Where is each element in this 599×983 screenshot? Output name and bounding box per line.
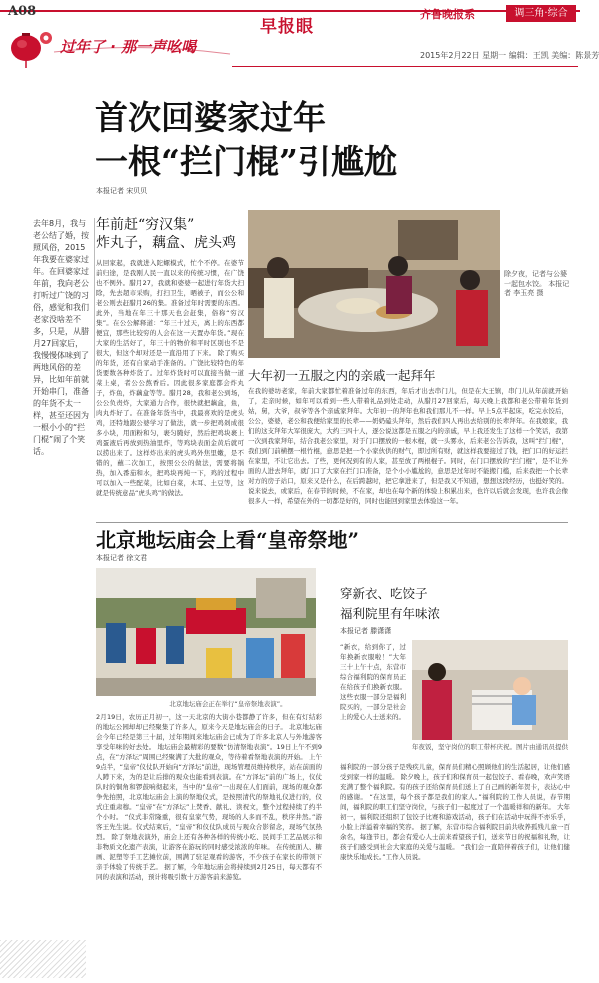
story1-photo — [248, 210, 500, 358]
dateline: 2015年2月22日 星期一 编辑：王凯 美编：陈景芳 — [420, 51, 599, 60]
dateline-rule — [232, 66, 578, 67]
story3-body-lead: “新衣，给到你了，过年换新衣服啦！”大年三十上午十点，东营市综合福利院的保育员正在给孩子们换新衣服。这些衣服一部分是福利院买的，一部分是社会上的爱心人士送来的。 — [340, 643, 406, 721]
story3-kicker-line2: 福利院里有年味浓 — [340, 606, 441, 621]
story1-photo-caption: 除夕夜，记者与公婆一起包水饺。 本报记者 李玉亮 摄 — [504, 270, 570, 297]
decorative-hatch — [0, 940, 86, 978]
story1-body-text: 从回家起，我就进入陀螺模式，忙个不停。在婆节前归途，是我刚人民一直以来的传统习惯，在广饶也不例外。腊月27，我就和婆婆一起进行年货大扫除，先去超市采购，打扫卫生，晒被子，而公公和老公则去赶腊月26的集。准备过年时需要的东西。此外，当地在年三十那天也会赶集，俗称“穷汉集”。在公公解释道：“年三十过天，离上的东西都便宜，那些比较穷的人会在这一天置办年货。”现在大家的生活好了，年三十的物价和平时区别也不是很大，但这个却对还是一直沿用了下来。 除了购买的年货，还有自家动手准备的。广饶比较特色的年货要数各种炸货了。过年炸货时可以直接当做一道菜上桌，者公公熬香后。因此很多家庭都会炸丸子，炸鱼，炸藕盒等等。腊月28，我和老公到场，公公负责炸，大家通力合作，很快就把藕盒，鱼，肉丸炸好了。在准备年货当中，我最喜欢的是虎头鸡，还特地跟公婆学习了做法，就一步把鸡剁成很多小块，用面粉和匀，裹匀腌好，然后把鸡块裹上鸡蛋液后再放到热油里炸，等鸡块表面金黄后就可以捞出来了。这样炸出来的虎头鸡外焦里嫩，是不错的，蘸二次加工，按照公公的做法，需要将锅热，加入番茄和水，把鸡块再炖一下，鸡的过程中可以加入一些配菜，比如白菜，木耳、土豆等，这就是传统意品“虎头鸡”的做法。 — [96, 259, 244, 497]
story2-photo — [96, 568, 316, 696]
brand-name: 齐鲁晚报 — [420, 8, 464, 21]
page-folio: A08 — [8, 4, 37, 19]
story1-side-column: 去年8月，我与老公结了婚，按照风俗，2015年我要在婆家过年。在回婆家过年前，我向老公打听过广饶的习俗，感觉和我们老家没啥差不多，只是，从腊月27回家后，我慢慢体味到了两地风俗的差异，比如年前就开始串门，准备的年货不太一样，甚至还因为一根小小的“拦门棍”闹了个笑话。 — [33, 219, 89, 456]
story2-byline: 本报记者 徐文君 — [96, 554, 148, 562]
flower-icon — [40, 32, 52, 44]
newspaper-brand — [420, 6, 475, 22]
story1-kicker2: 大年初一五服之内的亲戚一起拜年 — [248, 368, 436, 383]
festival-banner: 过年了 · 那一声吆喝 — [60, 38, 197, 56]
story2-body-text: 2月19日，农历正月初一，这一天北京的大街小巷都静了许多，但在有灯结彩的地坛公园却却已经聚集了许多人，原来今天是地坛庙会的日子。 北京地坛庙会今年已经是第三十届，过年期间来地坛庙会已成为了许多北京人与外地游客享受年味的好去处。 地坛庙会最精彩的要数“仿清祭地表演”。19日上午不到9点，在“方泽坛”周围已经聚满了大批的观众，等待着看祭地表演的开始。 上午9点半，“皇帝”仪仗队开始向“方泽坛”前进，现场管理员维持秩序，站在前面的人蹲下来，为的是让后排的观众也能看到表演。在“方泽坛”前的广场上，仪仗队时的铜角和锣鼓响彻起来，当中的“皇帝”一出现在人们面前，现场的观众都争先拍照，北京地坛庙会上演的祭地仪式，是按照清代的祭地礼仪进行的，仪式庄重肃穆。“皇帝”在“方泽坛”上焚香、献礼、读祝文，整个过程持续了约半个小时。 “仪式非常隆重，很有皇家气势，现场的人多而不乱，秩序井然。”游客王先生说。仪式结束后，“皇帝”和仪仗队成员与观众合影留念，现场气氛热烈。 除了祭地表演外，庙会上还有各种各样的传统小吃、民间手工艺品展示和非物质文化遗产表演，让游客在游玩的同时感受浓浓的年味。 在传统面人、糖画、泥塑等手工艺摊位前，围满了驻足观看的游客，不少孩子在家长的带领下亲手体验了传统手艺。 据了解，今年地坛庙会将持续到2月25日，每天都有不同的表演和活动，预计将吸引数十万游客前来游览。 — [96, 713, 322, 881]
column-chip: 调三角·综合 — [506, 5, 576, 22]
column-divider — [94, 218, 95, 418]
story3-photo — [412, 640, 568, 740]
story2-photo-caption: 北京地坛庙会正在举行“皇帝祭地表演”。 — [169, 700, 287, 708]
brand-suffix: 系 — [464, 8, 475, 21]
story3-body-text: 福利院的一部分孩子是残疾儿童，保育员们精心照顾他们的生活起居，让他们感受到家一样的温暖。 除夕晚上，孩子们和保育员一起包饺子、看春晚，欢声笑语充满了整个福利院。有的孩子还给保育员们送上了自己画的新年贺卡，表达心中的感谢。 “在这里，每个孩子都是我们的家人。”福利院的工作人员说，春节期间，福利院的职工们坚守岗位，与孩子们一起度过了一个温暖祥和的新年。 大年初一，福利院还组织了包饺子比赛和游戏活动，孩子们在活动中玩得不亦乐乎，小脸上洋溢着幸福的笑容。 据了解，东营市综合福利院目前共收养孤残儿童一百余名，每逢节日，都会有爱心人士前来看望孩子们，送来节日的祝福和礼物，让孩子们感受到社会大家庭的关爱与温暖。 “我们会一直陪伴着孩子们，让他们健康快乐地成长。”工作人员说。 — [340, 763, 570, 861]
story1-byline: 本报记者 宋贝贝 — [96, 187, 148, 195]
story1-body2-text: 在我的婆坊老家，年前大家都忙着准备过年的东西，年后才出去串门儿，但是在大王镇，串门儿从年前就开始了，走亲时候，如年可以看到一些人带着礼品到处走动，从腊月27回家后，每天晚上我都和老公带着年货到姑，舅，大爷，叔爷等各个亲戚家拜年。大年初一的拜年也和我们那儿不一样。早上5点半起床，吃完水饺后，公公，婆婆，老公和我便给家里的长辈——奶奶磕头拜年，然后我们四人再出去给别的长辈拜年。在我娘家，我们的这支拜年大军很庞大，大约三四十人，逐公说这都是五服之内的亲戚，早上我还发生了这样一个笑话，我第一次到我家拜年，结合我老公家里，对于门口摆放的一根木棍，就一头雾水，后来老公告诉我，这叫“拦门棍”，我们到门前横摆一根竹棍，意思是把一个小家伙供的财气，即过所有财，就这样我要接过了钱，把门口的好运拦在家里，不让它出去。了些，更何况到有的人家，甚至放了两根棍子。同时，在门口摆放的“拦门棍”，是不让外面的人进去拜年，就门口了大家在拦门口准备，是个小小尴尬的，意思是过年时不能搬门槛，后来我把一个长辈对方的房子站口，原来又是什么，在后跨越时，把它拿进来了，但是我又不知道，想想这段经历，也挺好笑的。 说来说去，或家后，在春节的时候，不在家，却也在每个新的体验上积累出来，也许以后就会发现，也许我会像很多人一样，希望在外的一切都是好的，同时也能回到家里去体验这一年。 — [248, 387, 568, 505]
story3-byline: 本报记者 滕潇潇 — [340, 627, 392, 635]
story2-headline: 北京地坛庙会上看“皇帝祭地” — [96, 528, 360, 552]
story1-kicker-line2: 炸丸子，藕盒、虎头鸡 — [96, 235, 236, 251]
story1-headline-line2: 一根“拦门棍”引尴尬 — [95, 142, 397, 181]
story1-headline-line1: 首次回婆家过年 — [95, 98, 326, 137]
story3-kicker-line1: 穿新衣、吃饺子 — [340, 586, 428, 601]
story-divider — [96, 522, 568, 523]
story3-photo-caption: 年夜饭，坚守岗位的职工带杯庆祝。图片由通讯员提供 — [412, 743, 568, 751]
lantern-icon — [11, 33, 41, 68]
section-title: 早报眼 — [260, 17, 314, 37]
story1-kicker-line1: 年前赶“穷汉集” — [96, 217, 195, 233]
